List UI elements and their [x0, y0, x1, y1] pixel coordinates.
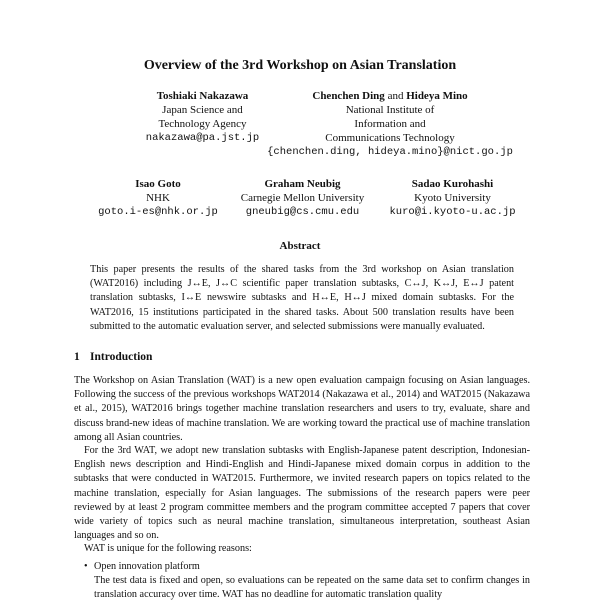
author-affiliation: Carnegie Mellon University — [240, 192, 365, 204]
author-affiliation: National Institute of — [345, 104, 435, 116]
section-title: Introduction — [90, 351, 153, 363]
author-name: Chenchen Ding — [312, 90, 385, 102]
author-name: Graham Neubig — [264, 178, 341, 190]
author-email: kuro@i.kyoto-u.ac.jp — [389, 206, 516, 218]
bullet-icon: • — [84, 561, 88, 572]
author-affiliation: Information and — [354, 118, 426, 130]
author-name: Sadao Kurohashi — [411, 178, 494, 190]
list-item-label: Open innovation platform — [94, 561, 200, 572]
author-conjunction: and — [387, 90, 404, 102]
paragraph: WAT is unique for the following reasons: — [84, 543, 252, 554]
author-affiliation: Kyoto University — [414, 192, 491, 204]
abstract-text: This paper presents the results of the shared tasks from the 3rd workshop on Asian translation (WAT2016) including J↔E, J↔C scientific paper translation subtasks, C↔J, K↔J, E↔J patent translation subtasks, I↔E newswire subtasks and H↔E, H↔J mixed domain subtasks. For the WAT2016, 15 institutions participated in the shared tasks. About 500 translation results have been submitted to the automatic evaluation server, and selected submissions were manually evaluated. — [90, 264, 514, 332]
abstract-heading: Abstract — [279, 240, 321, 252]
author-name: Isao Goto — [135, 178, 181, 190]
author-name: Hideya Mino — [406, 90, 468, 102]
author-goto — [78, 177, 238, 219]
author-affiliation: NHK — [146, 192, 170, 204]
author-affiliation: Japan Science and — [162, 104, 243, 116]
author-email: goto.i-es@nhk.or.jp — [98, 206, 218, 218]
author-ding-mino — [250, 89, 530, 159]
section-number: 1 — [74, 351, 80, 363]
paragraph: For the 3rd WAT, we adopt new translation subtasks with English-Japanese patent description, Indonesian-English news description and Hindi-English and Hindi-Japanese mixed domain corpus in addition to the subtasks that were conducted in WAT2015. Furthermore, we invited research papers on topics related to the machine translation, especially for Asian languages. The submissions of the research papers were peer reviewed by at least 2 program committee members and the program committee accepted 7 papers that cover wide variety of topics such as neural machine translation, simultaneous interpretation, southeast Asian languages and so on. — [74, 445, 530, 542]
author-name: Toshiaki Nakazawa — [156, 90, 249, 102]
author-email: gneubig@cs.cmu.edu — [245, 206, 360, 218]
author-neubig — [230, 177, 375, 219]
author-kurohashi — [375, 177, 530, 219]
author-affiliation: Technology Agency — [158, 118, 247, 130]
paper-title: Overview of the 3rd Workshop on Asian Translation — [143, 58, 457, 73]
author-affiliation: Communications Technology — [325, 132, 455, 144]
author-email: {chenchen.ding, hideya.mino}@nict.go.jp — [267, 146, 513, 158]
author-email: nakazawa@pa.jst.jp — [145, 132, 260, 144]
section-heading — [74, 351, 152, 363]
list-item-text: The test data is fixed and open, so evaluations can be repeated on the same data set to confirm changes in translation accuracy over time. WAT has no deadline for automatic translation quality — [94, 575, 530, 601]
paragraph: The Workshop on Asian Translation (WAT) is a new open evaluation campaign focusing on Asian languages. Following the success of the previous workshops WAT2014 (Nakazawa et al., 2014) and WAT2015 (Nakazawa et al., 2015), WAT2016 brings together machine translation researchers and users to try, evaluate, share and discuss brand-new ideas of machine translation. We are working toward the practical use of machine translation among all Asian countries. — [74, 375, 530, 443]
